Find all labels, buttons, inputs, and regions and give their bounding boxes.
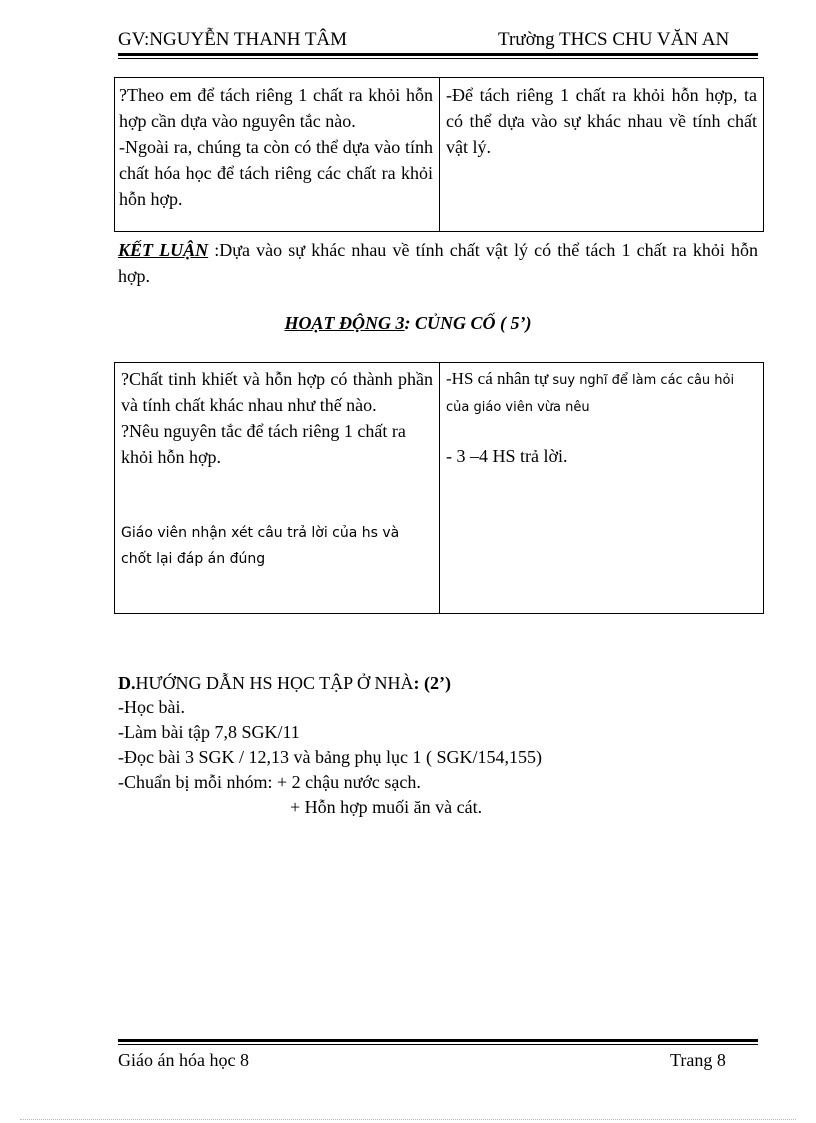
student-response-prefix: -HS cá nhân tự <box>446 369 549 388</box>
question-2: ?Nêu nguyên tắc để tách riêng 1 chất ra khỏi hỗn hợp. <box>121 421 406 467</box>
footer-subject: Giáo án hóa học 8 <box>118 1050 249 1070</box>
header-school: Trường THCS CHU VĂN AN <box>498 29 730 50</box>
section-d-time: : (2’) <box>413 673 451 693</box>
teacher-question: ?Theo em để tách riêng 1 chất ra khỏi hỗn hợp cần dựa vào nguyên tắc nào. <box>119 85 433 131</box>
homework-item: -Học bài. <box>118 697 185 717</box>
conclusion-label: KẾT LUẬN <box>118 240 209 260</box>
homework-item: -Chuẩn bị mỗi nhóm: + 2 chậu nước sạch. <box>118 772 421 792</box>
homework-item: + Hỗn hợp muối ăn và cát. <box>290 797 483 817</box>
teacher-remark: Giáo viên nhận xét câu trả lời của hs và chốt lại đáp án đúng <box>121 525 400 567</box>
homework-item: -Đọc bài 3 SGK / 12,13 và bảng phụ lục 1 ( SGK/154,155) <box>118 747 542 767</box>
footer-rule-thin <box>118 1044 758 1045</box>
student-answer: -Để tách riêng 1 chất ra khỏi hỗn hợp, ta có thể dựa vào sự khác nhau về tính chất vật lý. <box>446 85 757 157</box>
teacher-cell-2 <box>115 363 440 614</box>
section-d-heading <box>118 670 451 696</box>
header-rule-thick <box>118 53 758 56</box>
student-cell-2 <box>440 363 764 614</box>
header-teacher: GV:NGUYỄN THANH TÂM <box>118 29 348 50</box>
conclusion-paragraph <box>118 237 758 289</box>
page-edge <box>20 1119 796 1120</box>
student-cell <box>440 78 764 232</box>
footer-page-number: Trang 8 <box>670 1050 726 1070</box>
section-d-letter: D. <box>118 673 136 693</box>
header-rule-thin <box>118 58 758 59</box>
student-count: - 3 –4 HS trả lời. <box>446 446 568 466</box>
footer-rule-thick <box>118 1039 758 1042</box>
conclusion-text: :Dựa vào sự khác nhau về tính chất vật lý có thể tách 1 chất ra khỏi hỗn hợp. <box>118 240 758 286</box>
activity3-subtitle: : CỦNG CỐ ( 5’) <box>404 313 532 333</box>
activity3-heading <box>0 313 816 334</box>
homework-item: -Làm bài tập 7,8 SGK/11 <box>118 722 300 742</box>
teacher-note: -Ngoài ra, chúng ta còn có thể dựa vào tính chất hóa học để tách riêng các chất ra khỏi hỗn hợp. <box>119 137 433 209</box>
student-response-detail: suy nghĩ để làm các câu hỏi của giáo viên vừa nêu <box>446 373 735 415</box>
activity-table-1 <box>114 77 764 232</box>
activity-table-2 <box>114 362 764 614</box>
student-response <box>446 366 757 421</box>
teacher-cell <box>115 78 440 232</box>
activity3-title: HOẠT ĐỘNG 3 <box>284 313 405 333</box>
section-d-title: HƯỚNG DẪN HS HỌC TẬP Ở NHÀ <box>135 673 414 693</box>
question-1: ?Chất tinh khiết và hỗn hợp có thành phần và tính chất khác nhau như thế nào. <box>121 369 433 415</box>
